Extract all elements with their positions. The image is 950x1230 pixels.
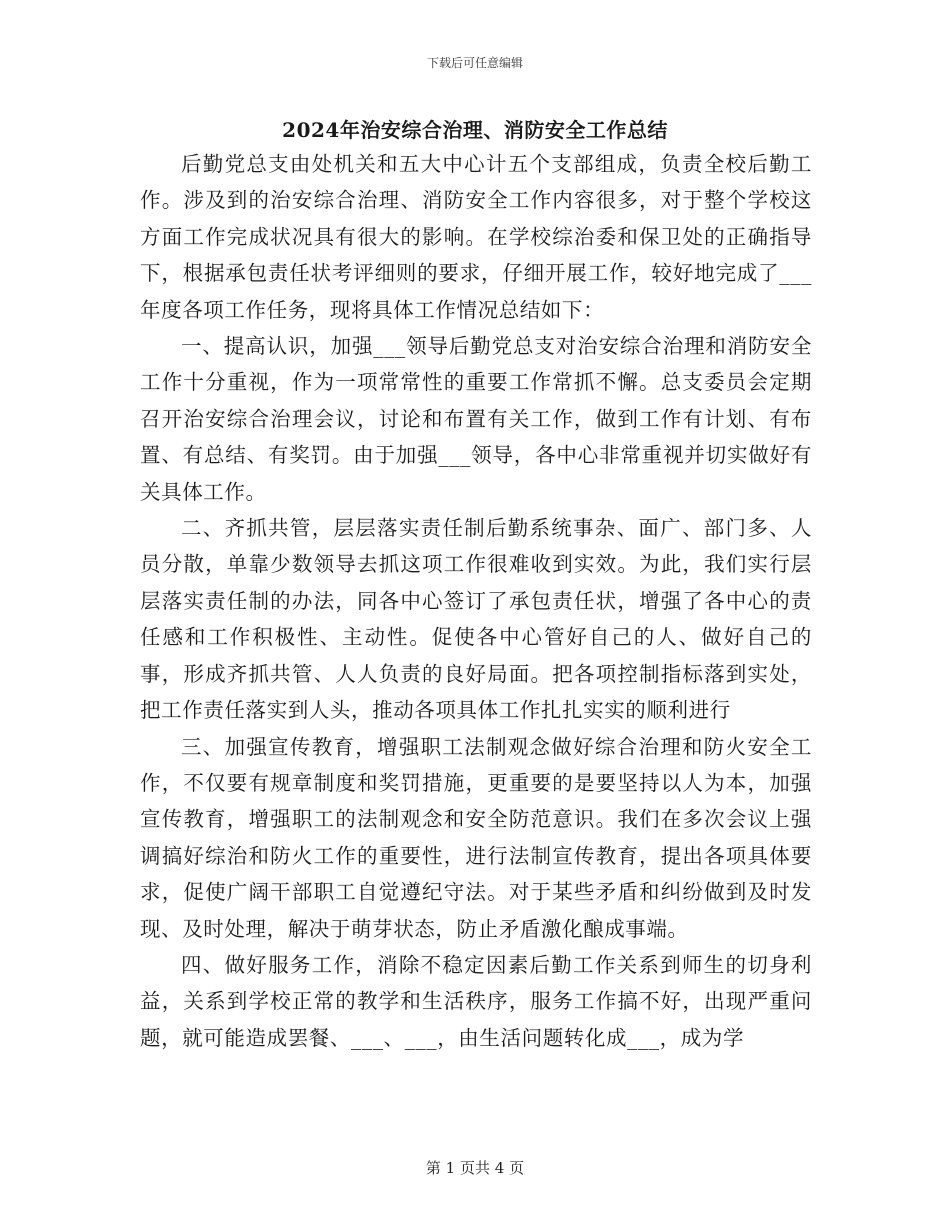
- paragraph-section-1: 一、提高认识，加强___领导后勤党总支对治安综合治理和消防安全工作十分重视，作为一项常常性的重要工作常抓不懈。总支委员会定期召开治安综合治理会议，讨论和布置有关工作，做到工作有计划、有布置、有总结、有奖罚。由于加强___领导，各中心非常重视并切实做好有关具体工作。: [140, 334, 812, 504]
- page-footer: 第 1 页共 4 页: [425, 1159, 525, 1177]
- document-title: 2024年治安综合治理、消防安全工作总结: [282, 118, 668, 142]
- document-body: [140, 146, 812, 1056]
- paragraph-section-3: 三、加强宣传教育，增强职工法制观念做好综合治理和防火安全工作，不仅要有规章制度和奖罚措施，更重要的是要坚持以人为本，加强宣传教育，增强职工的法制观念和安全防范意识。我们在多次会议上强调搞好综治和防火工作的重要性，进行法制宣传教育，提出各项具体要求，促使广阔干部职工自觉遵纪守法。对于某些矛盾和纠纷做到及时发现、及时处理，解决于萌芽状态，防止矛盾激化酿成事端。: [140, 734, 812, 941]
- paragraph-section-2: 二、齐抓共管，层层落实责任制后勤系统事杂、面广、部门多、人员分散，单靠少数领导去抓这项工作很难收到实效。为此，我们实行层层落实责任制的办法，同各中心签订了承包责任状，增强了各中心的责任感和工作积极性、主动性。促使各中心管好自己的人、做好自己的事，形成齐抓共管、人人负责的良好局面。把各项控制指标落到实处，把工作责任落实到人头，推动各项具体工作扎扎实实的顺利进行: [140, 516, 812, 723]
- header-note: 下载后可任意编辑: [426, 56, 523, 70]
- paragraph-section-4: 四、做好服务工作，消除不稳定因素后勤工作关系到师生的切身利益，关系到学校正常的教学和生活秩序，服务工作搞不好，出现严重问题，就可能造成罢餐、___、___，由生活问题转化成___，成为学: [140, 952, 812, 1050]
- paragraph-intro: 后勤党总支由处机关和五大中心计五个支部组成，负责全校后勤工作。涉及到的治安综合治理、消防安全工作内容很多，对于整个学校这方面工作完成状况具有很大的影响。在学校综治委和保卫处的正确指导下，根据承包责任状考评细则的要求，仔细开展工作，较好地完成了___年度各项工作任务，现将具体工作情况总结如下：: [140, 152, 812, 322]
